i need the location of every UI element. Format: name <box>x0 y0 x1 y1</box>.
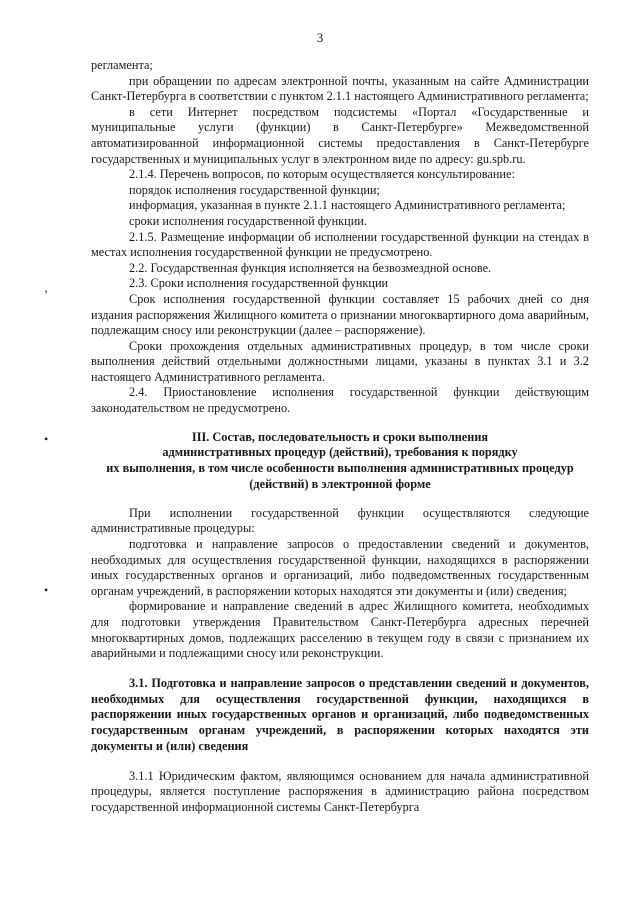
paragraph: При исполнении государственной функции осуществляются следующие административные процедуры: <box>91 505 589 536</box>
section-title-line: III. Состав, последовательность и сроки выполнения <box>191 429 489 444</box>
paragraph: регламента; <box>91 58 153 72</box>
section-title-line: административных процедур (действий), требования к порядку <box>162 445 518 460</box>
paragraph: сроки исполнения государственной функции. <box>129 213 367 228</box>
paragraph: 2.3. Сроки исполнения государственной функции <box>129 276 389 291</box>
section-title-line: (действий) в электронной форме <box>249 477 431 492</box>
paragraph: при обращении по адресам электронной почты, указанным на сайте Администрации Санкт-Петербурга в соответствии с пунктом 2.1.1 настоящего Административного регламента; <box>91 73 589 104</box>
scan-mark: • <box>44 583 49 597</box>
paragraph: 2.2. Государственная функция исполняется на безвозмездной основе. <box>129 260 492 275</box>
page-number: 3 <box>316 30 324 45</box>
list-item: формирование и направление сведений в адрес Жилищного комитета, необходимых для подготовки утверждения Правительством Санкт-Петербурга адресных перечней многоквартирных домов, подлежащих расселению в текущем году в связи с признанием их аварийными и подлежащими сносу или реконструкции. <box>91 599 589 661</box>
paragraph: Срок исполнения государственной функции составляет 15 рабочих дней со дня издания распоряжения Жилищного комитета о признании многоквартирного дома аварийным, подлежащим сносу или реконструкции (далее – распоряжение). <box>91 291 589 338</box>
paragraph: 2.1.4. Перечень вопросов, по которым осуществляется консультирование: <box>129 167 515 182</box>
section-title-line: их выполнения, в том числе особенности выполнения административных процедур <box>106 461 574 476</box>
paragraph: 2.1.5. Размещение информации об исполнении государственной функции на стендах в местах исполнения государственной функции не предусмотрено. <box>91 229 589 260</box>
paragraph: в сети Интернет посредством подсистемы «Портал «Государственные и муниципальные услуги (функции) в Санкт-Петербурге» Межведомственной автоматизированной информационной системы предоставления в Санкт-Петербурге государственных и муниципальных услуг в электронном виде по адресу: gu.spb.ru. <box>91 104 589 166</box>
subsection-title: 3.1. Подготовка и направление запросов о представлении сведений и документов, необходимых для осуществления государственной функции, находящихся в распоряжении иных государственных органов и организаций, либо подведомственных государственным органам учреждений, в распоряжении которых находятся эти документы и (или) сведения <box>91 675 589 753</box>
paragraph: 3.1.1 Юридическим фактом, являющимся основанием для начала административной процедуры, является поступление распоряжения в администрацию района посредством государственной информационной системы Санкт-Петербурга <box>91 768 589 814</box>
section-title <box>91 430 589 493</box>
paragraph: Сроки прохождения отдельных административных процедур, в том числе сроки выполнения действий отдельными должностными лицами, указаны в пунктах 3.1 и 3.2 настоящего Административного регламента. <box>91 338 589 384</box>
paragraph: порядок исполнения государственной функции; <box>129 182 380 197</box>
list-item: подготовка и направление запросов о предоставлении сведений и документов, необходимых для осуществления государственной функции, находящихся в распоряжении иных государственных органов и организаций, либо подведомственных государственным органам учреждений, в распоряжении которых находятся эти документы и (или) сведения; <box>91 537 589 598</box>
scan-mark: • <box>44 432 49 446</box>
paragraph: 2.4. Приостановление исполнения государственной функции действующим законодательством не предусмотрено. <box>91 385 589 416</box>
scan-mark: ’ <box>44 287 48 301</box>
document-body <box>91 58 589 816</box>
paragraph: информация, указанная в пункте 2.1.1 настоящего Административного регламента; <box>129 198 566 213</box>
